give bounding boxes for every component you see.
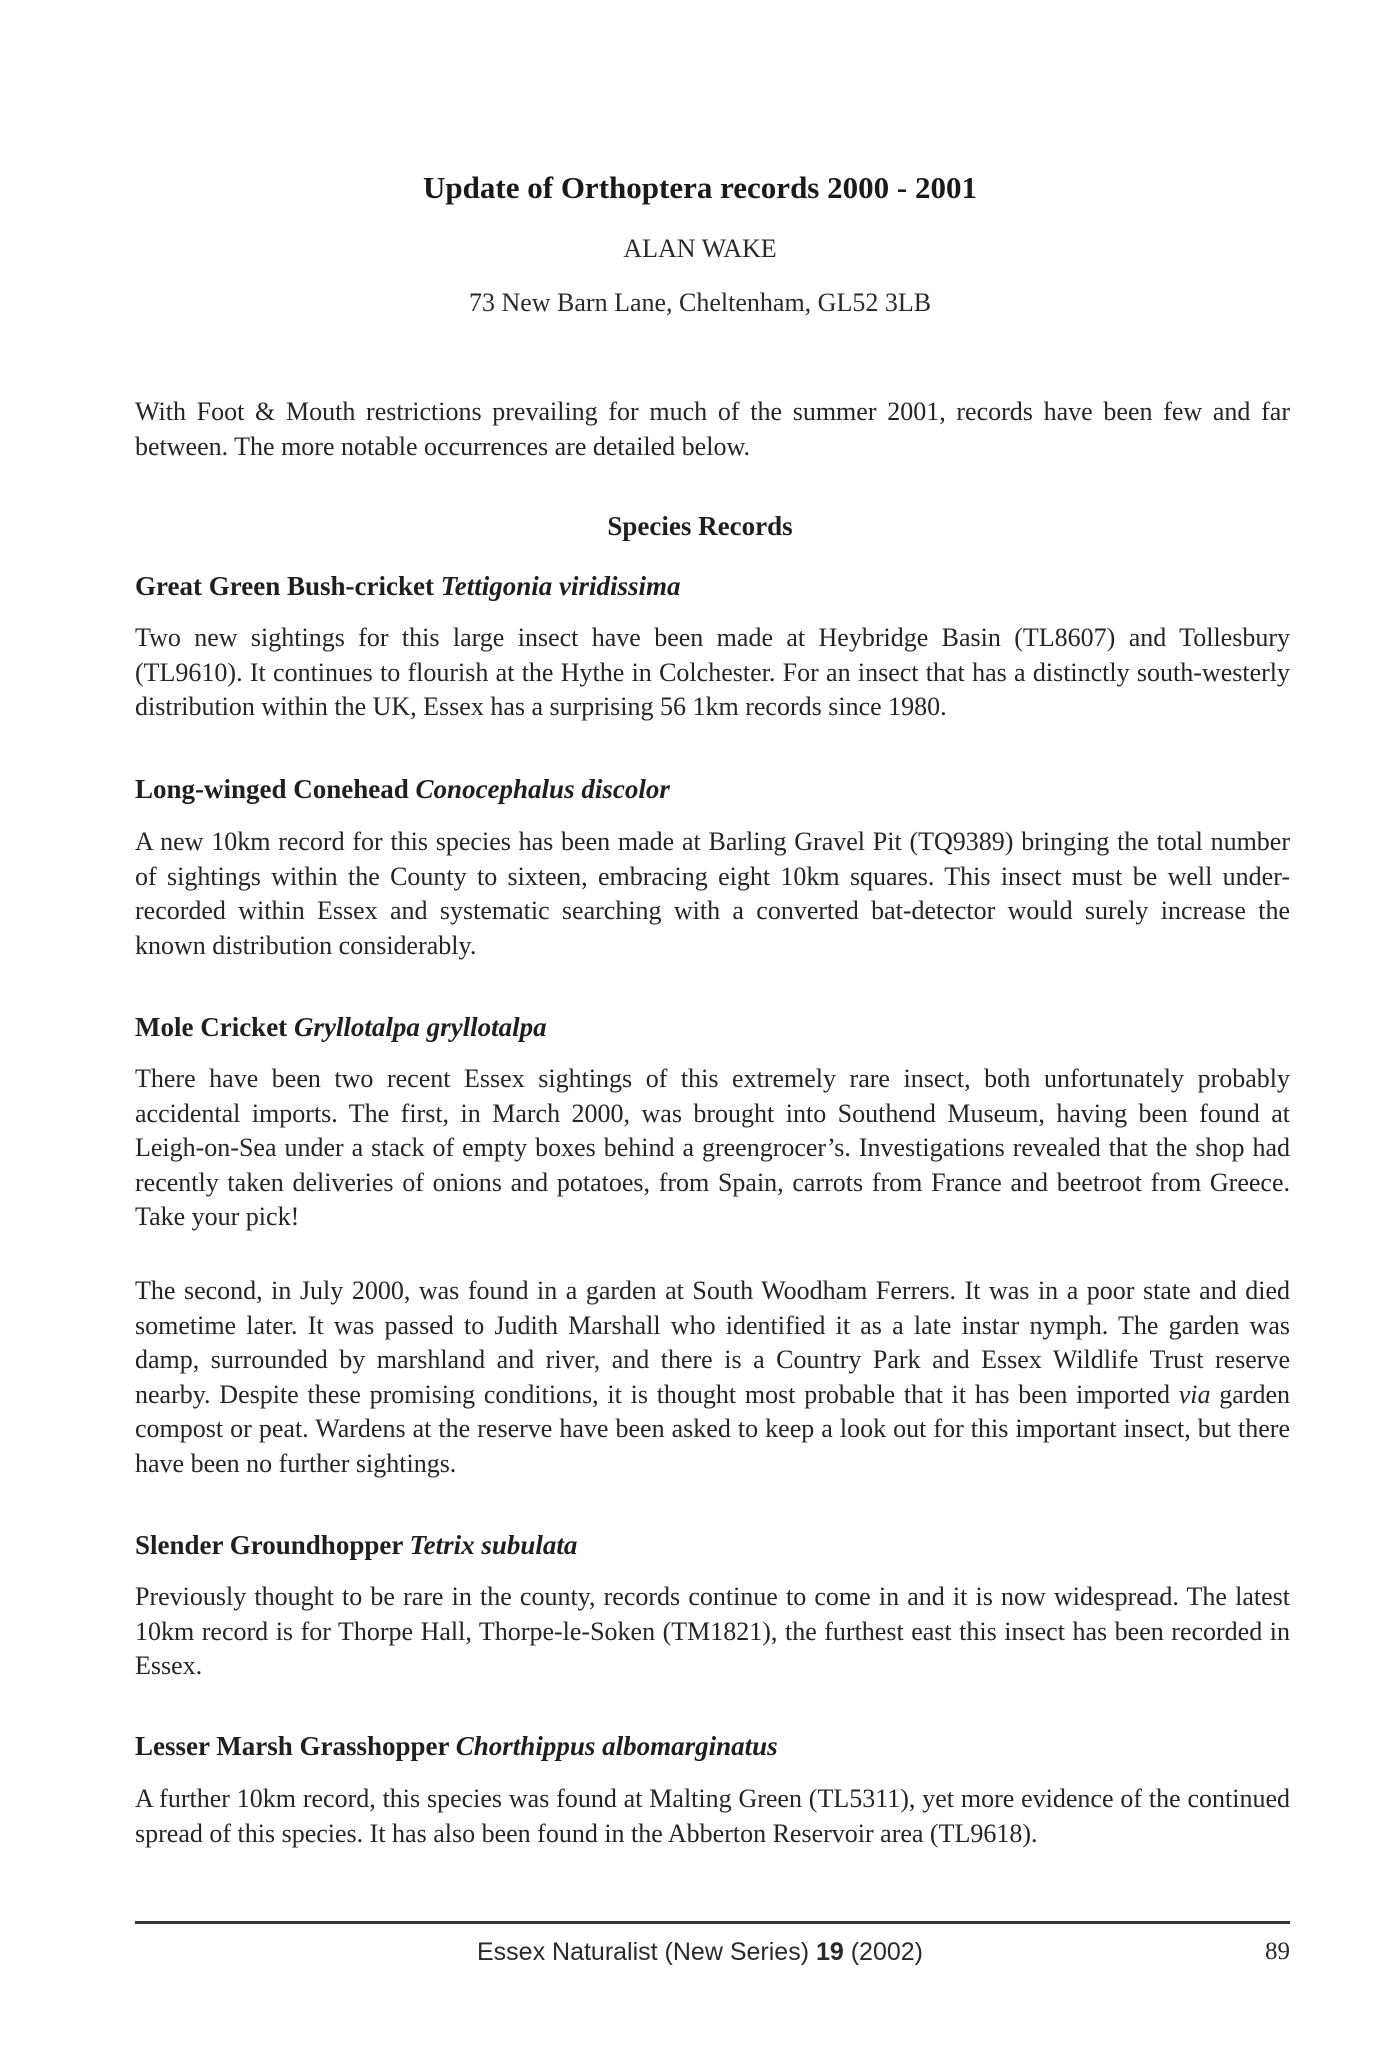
species-scientific-name: Gryllotalpa gryllotalpa <box>293 1012 547 1042</box>
species-paragraph: A further 10km record, this species was found at Malting Green (TL5311), yet more evidence of the continued spread of this species. It has also been found in the Abberton Reservoir area (TL9618). <box>135 1784 1290 1848</box>
intro-paragraph: With Foot & Mouth restrictions prevailing for much of the summer 2001, records have been few and far between. The more notable occurrences are detailed below. <box>135 397 1290 461</box>
species-common-name: Long-winged Conehead <box>135 774 409 804</box>
species-common-name: Mole Cricket <box>135 1012 288 1042</box>
species-paragraph <box>135 1274 1290 1481</box>
footer-rule <box>135 1921 1290 1924</box>
species-heading <box>135 1010 1290 1044</box>
journal-footer <box>0 1936 1400 1968</box>
species-scientific-name: Tettigonia viridissima <box>440 571 681 601</box>
journal-name: Essex Naturalist (New Series) <box>476 1938 810 1966</box>
paragraph-text: garden compost or peat. Wardens at the reserve have been asked to keep a look out for this important insect, but there have been no further sightings. <box>135 1379 1290 1478</box>
journal-volume: 19 <box>815 1938 844 1966</box>
species-scientific-name: Chorthippus albomarginatus <box>455 1731 778 1761</box>
author-address: 73 New Barn Lane, Cheltenham, GL52 3LB <box>468 288 932 317</box>
species-heading <box>135 1729 1290 1763</box>
species-heading <box>135 569 1290 603</box>
species-paragraph: Previously thought to be rare in the county, records continue to come in and it is now widespread. The latest 10km record is for Thorpe Hall, Thorpe-le-Soken (TM1821), the furthest east this insect has been recorded in Essex. <box>135 1582 1290 1680</box>
section-heading: Species Records <box>607 511 793 541</box>
italic-term: via <box>1178 1379 1211 1409</box>
article-title: Update of Orthoptera records 2000 - 2001 <box>423 170 977 205</box>
journal-year: (2002) <box>850 1938 923 1966</box>
species-common-name: Lesser Marsh Grasshopper <box>135 1731 450 1761</box>
species-heading <box>135 1528 1290 1562</box>
species-common-name: Slender Groundhopper <box>135 1530 403 1560</box>
article-author: ALAN WAKE <box>623 234 777 263</box>
species-common-name: Great Green Bush-cricket <box>135 571 434 601</box>
species-paragraph: There have been two recent Essex sightings of this extremely rare insect, both unfortunately probably accidental imports. The first, in March 2000, was brought into Southend Museum, having been found at Leigh-on-Sea under a stack of empty boxes behind a greengrocer’s. Investigations revealed that the shop had recently taken deliveries of onions and potatoes, from Spain, carrots from France and beetroot from Greece. Take your pick! <box>135 1064 1290 1231</box>
paragraph-text: The second, in July 2000, was found in a garden at South Woodham Ferrers. It was in a poor state and died sometime later. It was passed to Judith Marshall who identified it as a late instar nymph. The garden was damp, surrounded by marshland and river, and there is a Country Park and Essex Wildlife Trust reserve nearby. Despite these promising conditions, it is thought most probable that it has been imported <box>135 1276 1290 1409</box>
species-heading <box>135 772 1290 806</box>
species-paragraph: A new 10km record for this species has been made at Barling Gravel Pit (TQ9389) bringing the total number of sightings within the County to sixteen, embracing eight 10km squares. This insect must be well under-recorded within Essex and systematic searching with a converted bat-detector would surely increase the known distribution considerably. <box>135 827 1290 960</box>
species-scientific-name: Tetrix subulata <box>409 1530 578 1560</box>
page-number: 89 <box>1265 1938 1290 1965</box>
species-paragraph: Two new sightings for this large insect have been made at Heybridge Basin (TL8607) and Tollesbury (TL9610). It continues to flourish at the Hythe in Colchester. For an insect that has a distinctly south-westerly distribution within the UK, Essex has a surprising 56 1km records since 1980. <box>135 623 1290 721</box>
species-scientific-name: Conocephalus discolor <box>415 774 670 804</box>
